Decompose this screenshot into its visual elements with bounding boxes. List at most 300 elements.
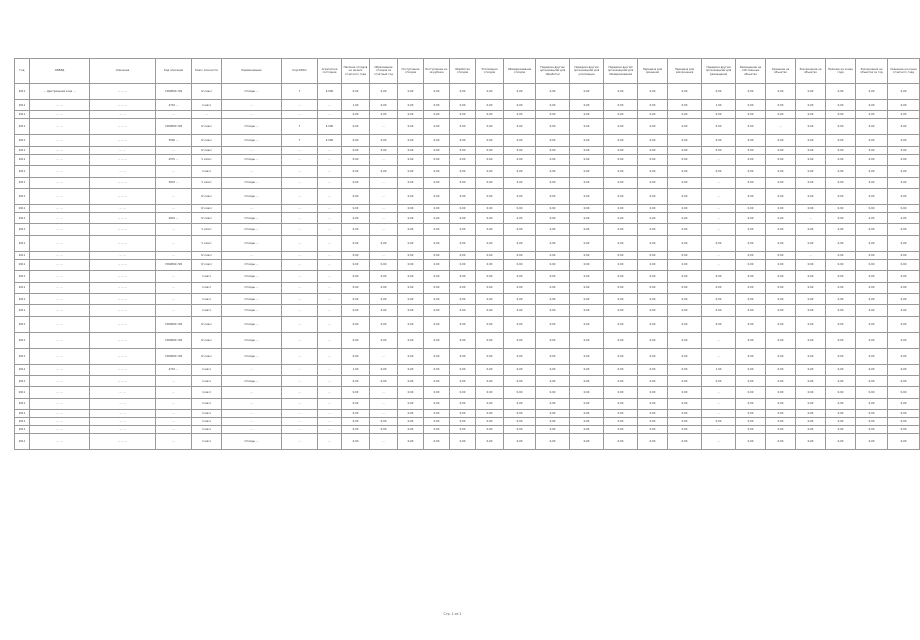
- table-cell: 0,00: [504, 332, 536, 348]
- table-cell: …: [370, 212, 398, 223]
- table-cell: 2011: [15, 348, 30, 364]
- table-cell: 0,00: [856, 418, 888, 426]
- table-cell: 0,00: [638, 204, 668, 212]
- table-cell: 0,00: [570, 426, 604, 434]
- table-cell: 0,00: [736, 364, 766, 375]
- table-cell: 7260800.726: [156, 119, 192, 135]
- table-cell: I класс: [192, 100, 222, 111]
- table-cell: 0,00: [604, 204, 638, 212]
- table-cell: 0,00: [766, 251, 796, 259]
- table-cell: 0,00: [476, 204, 504, 212]
- table-cell: …: [318, 387, 342, 398]
- table-cell: … …: [30, 224, 90, 235]
- table-cell: 0,00: [766, 212, 796, 223]
- table-cell: 0,00: [398, 434, 424, 450]
- table-cell: 0,00: [504, 111, 536, 119]
- column-header: Агрегатное состояние: [318, 59, 342, 84]
- table-cell: … …: [30, 251, 90, 259]
- table-cell: …: [222, 364, 282, 375]
- table-cell: V класс: [192, 154, 222, 165]
- table-cell: 2011: [15, 84, 30, 100]
- table-cell: I класс: [192, 376, 222, 387]
- table-cell: 0,00: [826, 387, 856, 398]
- column-header: Описание: [90, 59, 156, 84]
- table-cell: 0,00: [826, 224, 856, 235]
- table-row: [15, 332, 920, 348]
- table-cell: 0,00: [398, 251, 424, 259]
- table-cell: 0,00: [826, 348, 856, 364]
- table-cell: 0,00: [638, 188, 668, 204]
- table-row: [15, 251, 920, 259]
- table-cell: I класс: [192, 418, 222, 426]
- table-cell: …: [282, 259, 318, 270]
- table-cell: 0,00: [570, 154, 604, 165]
- table-cell: 0,00: [450, 387, 476, 398]
- table-cell: 0,00: [536, 293, 570, 304]
- table-row: [15, 146, 920, 154]
- table-cell: 0,00: [668, 364, 702, 375]
- table-cell: 0,00: [604, 251, 638, 259]
- table-cell: 1,00: [702, 100, 736, 111]
- table-cell: 0,00: [604, 426, 638, 434]
- table-cell: 0,00: [856, 84, 888, 100]
- table-cell: 0,00: [702, 282, 736, 293]
- table-cell: …: [156, 410, 192, 418]
- table-cell: 7: [282, 135, 318, 146]
- table-cell: 0,00: [504, 282, 536, 293]
- table-cell: 0,00: [398, 293, 424, 304]
- table-cell: 0,00: [342, 410, 370, 418]
- column-header: Наличие отходов на начало отчетного года: [342, 59, 370, 84]
- table-cell: …: [318, 166, 342, 177]
- table-cell: 0,00: [888, 135, 920, 146]
- table-cell: 0,00: [370, 376, 398, 387]
- table-cell: 0,00: [702, 119, 736, 135]
- table-cell: …: [702, 398, 736, 409]
- table-cell: 0,00: [476, 166, 504, 177]
- table-cell: 0,00: [504, 235, 536, 251]
- table-cell: 4.000: [318, 119, 342, 135]
- table-cell: 0,00: [342, 376, 370, 387]
- table-cell: 0,00: [638, 146, 668, 154]
- table-cell: …: [370, 119, 398, 135]
- table-cell: … …: [30, 305, 90, 316]
- table-cell: 0,00: [370, 332, 398, 348]
- table-cell: 0,00: [638, 282, 668, 293]
- table-cell: 0,00: [668, 434, 702, 450]
- table-cell: 0,00: [570, 119, 604, 135]
- table-cell: 0,00: [570, 188, 604, 204]
- table-cell: … … …: [90, 434, 156, 450]
- table-cell: 0,00: [570, 282, 604, 293]
- table-cell: 0,00: [424, 364, 450, 375]
- table-cell: 4.000: [318, 135, 342, 146]
- table-row: [15, 426, 920, 434]
- table-cell: 0,00: [796, 387, 826, 398]
- table-cell: 0,00: [604, 100, 638, 111]
- waste-register-table: [14, 58, 920, 450]
- table-cell: 0,00: [736, 434, 766, 450]
- table-cell: IV класс: [192, 212, 222, 223]
- table-cell: 0,00: [570, 316, 604, 332]
- table-cell: 0,00: [604, 293, 638, 304]
- column-header: Поступление из-за рубежа: [424, 59, 450, 84]
- table-row: [15, 282, 920, 293]
- table-cell: 0,00: [604, 188, 638, 204]
- table-cell: 0,00: [736, 259, 766, 270]
- table-cell: 0,00: [450, 348, 476, 364]
- table-cell: 0,00: [342, 224, 370, 235]
- table-cell: 0,00: [424, 348, 450, 364]
- table-cell: 0,00: [570, 387, 604, 398]
- table-cell: 1,00: [342, 100, 370, 111]
- table-cell: 0,00: [398, 224, 424, 235]
- column-header: Год: [15, 59, 30, 84]
- table-cell: IV класс: [192, 348, 222, 364]
- table-cell: 0,00: [370, 316, 398, 332]
- table-cell: 0,00: [888, 84, 920, 100]
- page-number: Стр. 1 из 1: [443, 612, 462, 616]
- table-cell: 0,00: [504, 100, 536, 111]
- table-cell: Отходы …: [222, 271, 282, 282]
- table-row: [15, 293, 920, 304]
- table-cell: 4570 …: [156, 154, 192, 165]
- table-cell: 0,00: [604, 398, 638, 409]
- table-cell: 0,00: [504, 119, 536, 135]
- table-cell: 0,00: [450, 364, 476, 375]
- table-cell: …: [282, 418, 318, 426]
- table-cell: …: [222, 426, 282, 434]
- table-cell: 0,00: [424, 376, 450, 387]
- table-cell: … …: [90, 166, 156, 177]
- table-cell: 0,00: [826, 177, 856, 188]
- table-cell: 0,00: [826, 166, 856, 177]
- table-cell: 0,00: [398, 305, 424, 316]
- table-row: [15, 212, 920, 223]
- table-cell: 0,00: [888, 224, 920, 235]
- table-cell: …: [318, 177, 342, 188]
- table-cell: …: [156, 204, 192, 212]
- table-cell: … …: [30, 166, 90, 177]
- table-cell: 0,00: [504, 224, 536, 235]
- table-cell: …: [318, 398, 342, 409]
- table-cell: I класс: [192, 293, 222, 304]
- table-cell: 0,00: [796, 376, 826, 387]
- table-cell: 2011: [15, 177, 30, 188]
- table-cell: 0,00: [424, 398, 450, 409]
- table-cell: 0,00: [668, 305, 702, 316]
- table-cell: …: [222, 251, 282, 259]
- table-cell: 0,00: [476, 188, 504, 204]
- table-cell: 0,00: [342, 154, 370, 165]
- table-cell: 0,00: [638, 154, 668, 165]
- table-cell: 0,00: [736, 316, 766, 332]
- column-header: Передача другим организациям для обработки: [536, 59, 570, 84]
- table-cell: 0,00: [504, 188, 536, 204]
- table-cell: 0,00: [888, 111, 920, 119]
- table-cell: 0,00: [604, 84, 638, 100]
- table-cell: …: [192, 111, 222, 119]
- table-cell: 0,00: [536, 332, 570, 348]
- table-cell: 0,00: [856, 398, 888, 409]
- table-header-row: [15, 59, 920, 84]
- table-cell: 0,00: [370, 259, 398, 270]
- table-cell: 0,00: [342, 188, 370, 204]
- table-cell: 0,00: [796, 84, 826, 100]
- table-cell: 0,00: [856, 135, 888, 146]
- table-cell: 0,00: [504, 251, 536, 259]
- table-cell: 0,00: [504, 305, 536, 316]
- table-cell: …: [222, 166, 282, 177]
- table-cell: 0,00: [888, 293, 920, 304]
- table-cell: 0,00: [638, 387, 668, 398]
- table-cell: 0,00: [668, 188, 702, 204]
- table-cell: 0,00: [450, 166, 476, 177]
- table-cell: Отходы …: [222, 376, 282, 387]
- table-cell: 0,00: [796, 111, 826, 119]
- table-cell: 2011: [15, 188, 30, 204]
- table-cell: 0,00: [342, 146, 370, 154]
- table-cell: 0,00: [476, 434, 504, 450]
- table-cell: 7260800.726: [156, 316, 192, 332]
- table-cell: …: [702, 259, 736, 270]
- table-cell: 0,00: [796, 418, 826, 426]
- table-cell: 0,00: [702, 84, 736, 100]
- table-cell: …: [796, 212, 826, 223]
- table-cell: … …: [30, 434, 90, 450]
- table-cell: IV класс: [192, 251, 222, 259]
- table-cell: 0,00: [856, 316, 888, 332]
- column-header: Код описания: [156, 59, 192, 84]
- table-cell: 0,00: [604, 235, 638, 251]
- table-cell: 0,00: [424, 418, 450, 426]
- table-cell: Отходы …: [222, 84, 282, 100]
- table-cell: 0,00: [668, 398, 702, 409]
- table-cell: 0,00: [604, 166, 638, 177]
- table-cell: 0,00: [638, 251, 668, 259]
- table-cell: 0,00: [604, 135, 638, 146]
- table-cell: 0,00: [398, 376, 424, 387]
- table-cell: 0,00: [370, 146, 398, 154]
- table-row: [15, 84, 920, 100]
- table-cell: 0,00: [736, 188, 766, 204]
- table-cell: …: [370, 251, 398, 259]
- table-row: [15, 154, 920, 165]
- table-cell: 0,00: [424, 84, 450, 100]
- table-cell: …: [282, 251, 318, 259]
- table-cell: 0,00: [398, 259, 424, 270]
- table-cell: 0,00: [736, 305, 766, 316]
- table-cell: 0,00: [888, 387, 920, 398]
- column-header: Размещение на собственных объектах: [736, 59, 766, 84]
- table-cell: …: [370, 387, 398, 398]
- table-cell: 0,00: [604, 305, 638, 316]
- table-cell: …: [702, 434, 736, 450]
- table-cell: 0,00: [450, 434, 476, 450]
- table-cell: 0,00: [398, 188, 424, 204]
- table-cell: …: [282, 426, 318, 434]
- table-cell: 0,00: [398, 135, 424, 146]
- table-cell: 0,00: [736, 410, 766, 418]
- table-cell: 0,00: [604, 111, 638, 119]
- table-cell: 0,00: [570, 332, 604, 348]
- table-cell: 0,00: [638, 418, 668, 426]
- table-cell: 0,00: [826, 111, 856, 119]
- table-cell: …: [702, 188, 736, 204]
- table-cell: 0,00: [476, 224, 504, 235]
- table-cell: 0,00: [736, 146, 766, 154]
- table-cell: I класс: [192, 282, 222, 293]
- table-cell: 1,00: [702, 364, 736, 375]
- table-cell: 0,00: [766, 398, 796, 409]
- table-cell: 0,00: [766, 271, 796, 282]
- table-cell: 0,00: [342, 259, 370, 270]
- column-header: Передача другим организациям для утилизации: [570, 59, 604, 84]
- table-cell: IV класс: [192, 332, 222, 348]
- table-cell: 0,00: [398, 282, 424, 293]
- table-cell: 0,00: [450, 177, 476, 188]
- table-cell: 0,00: [604, 154, 638, 165]
- table-cell: 0,00: [766, 166, 796, 177]
- table-cell: 0,00: [668, 84, 702, 100]
- table-cell: …: [318, 154, 342, 165]
- table-row: [15, 434, 920, 450]
- table-cell: 0,00: [476, 251, 504, 259]
- table-cell: 0,00: [476, 271, 504, 282]
- table-cell: 0,00: [856, 259, 888, 270]
- table-cell: …: [282, 410, 318, 418]
- table-cell: …: [370, 224, 398, 235]
- table-cell: 0,00: [370, 305, 398, 316]
- table-cell: 0,00: [398, 316, 424, 332]
- table-cell: 0,00: [476, 398, 504, 409]
- table-cell: …: [318, 259, 342, 270]
- table-cell: … …: [30, 426, 90, 434]
- table-cell: 0,00: [888, 282, 920, 293]
- table-cell: 0,00: [638, 426, 668, 434]
- table-row: [15, 119, 920, 135]
- table-cell: …: [370, 398, 398, 409]
- table-cell: 0,00: [736, 119, 766, 135]
- column-header: Хранение на конец отчетного года: [888, 59, 920, 84]
- table-cell: 0,00: [570, 135, 604, 146]
- table-cell: 0,00: [766, 111, 796, 119]
- table-cell: … …: [90, 251, 156, 259]
- table-cell: 0,00: [796, 154, 826, 165]
- table-cell: 0,00: [570, 166, 604, 177]
- table-cell: 0,00: [450, 418, 476, 426]
- table-cell: 0,00: [476, 111, 504, 119]
- table-cell: …: [156, 426, 192, 434]
- table-cell: 0,00: [536, 154, 570, 165]
- table-cell: 0,00: [424, 224, 450, 235]
- table-cell: … …: [30, 146, 90, 154]
- table-cell: … …: [90, 418, 156, 426]
- table-cell: 0,00: [826, 364, 856, 375]
- table-cell: 0,00: [766, 154, 796, 165]
- table-cell: 0,00: [736, 251, 766, 259]
- table-cell: 0,00: [570, 259, 604, 270]
- table-cell: 0,00: [888, 166, 920, 177]
- table-cell: 0,00: [476, 100, 504, 111]
- table-body: [15, 84, 920, 450]
- table-cell: 0,00: [476, 293, 504, 304]
- table-cell: 0,00: [342, 387, 370, 398]
- table-cell: … … …: [90, 348, 156, 364]
- table-cell: 2011: [15, 259, 30, 270]
- table-cell: 0,00: [370, 235, 398, 251]
- table-cell: … … …: [90, 100, 156, 111]
- table-cell: … …: [30, 282, 90, 293]
- table-cell: Отходы …: [222, 305, 282, 316]
- table-row: [15, 398, 920, 409]
- table-cell: 0,00: [424, 293, 450, 304]
- table-cell: 0,00: [766, 224, 796, 235]
- table-cell: 0,00: [826, 434, 856, 450]
- table-cell: 0,00: [570, 364, 604, 375]
- table-cell: 0,00: [702, 316, 736, 332]
- table-cell: … …: [30, 111, 90, 119]
- table-cell: … … …: [90, 119, 156, 135]
- table-cell: 0,00: [856, 111, 888, 119]
- table-cell: 0,00: [796, 100, 826, 111]
- table-cell: 0,00: [570, 251, 604, 259]
- table-cell: 0,00: [888, 212, 920, 223]
- table-cell: …: [222, 111, 282, 119]
- table-cell: 0,00: [766, 426, 796, 434]
- table-cell: 0,00: [604, 387, 638, 398]
- table-cell: 7: [282, 84, 318, 100]
- table-cell: …: [282, 293, 318, 304]
- table-cell: …: [282, 188, 318, 204]
- column-header: Обезвреживание отходов: [504, 59, 536, 84]
- table-cell: 0,00: [766, 348, 796, 364]
- table-cell: 0,00: [424, 271, 450, 282]
- table-cell: …: [282, 111, 318, 119]
- table-cell: … …: [30, 188, 90, 204]
- table-cell: 2011: [15, 212, 30, 223]
- table-cell: 0,00: [536, 204, 570, 212]
- column-header: Передача другим организациям для размещения: [702, 59, 736, 84]
- table-cell: 0,00: [668, 119, 702, 135]
- table-cell: 0,00: [826, 398, 856, 409]
- table-cell: 0,00: [736, 376, 766, 387]
- table-cell: 2011: [15, 224, 30, 235]
- table-cell: 0,00: [638, 293, 668, 304]
- table-row: [15, 135, 920, 146]
- table-cell: 0,00: [342, 398, 370, 409]
- table-cell: … …: [30, 410, 90, 418]
- table-cell: 7260800.726: [156, 332, 192, 348]
- table-cell: 0,00: [604, 146, 638, 154]
- column-header: Код ФККО: [282, 59, 318, 84]
- table-cell: 0,00: [766, 332, 796, 348]
- table-cell: 0,00: [888, 177, 920, 188]
- table-cell: … …: [90, 410, 156, 418]
- table-cell: …: [370, 188, 398, 204]
- table-cell: …: [318, 235, 342, 251]
- table-cell: …: [156, 293, 192, 304]
- table-cell: …: [282, 398, 318, 409]
- table-cell: 0,00: [370, 166, 398, 177]
- table-cell: 2011: [15, 376, 30, 387]
- table-cell: 0,00: [826, 188, 856, 204]
- table-cell: 0,00: [398, 146, 424, 154]
- table-cell: 0,00: [736, 84, 766, 100]
- table-cell: … Центральная зона …: [30, 84, 90, 100]
- table-cell: 2011: [15, 418, 30, 426]
- table-cell: 0,00: [888, 316, 920, 332]
